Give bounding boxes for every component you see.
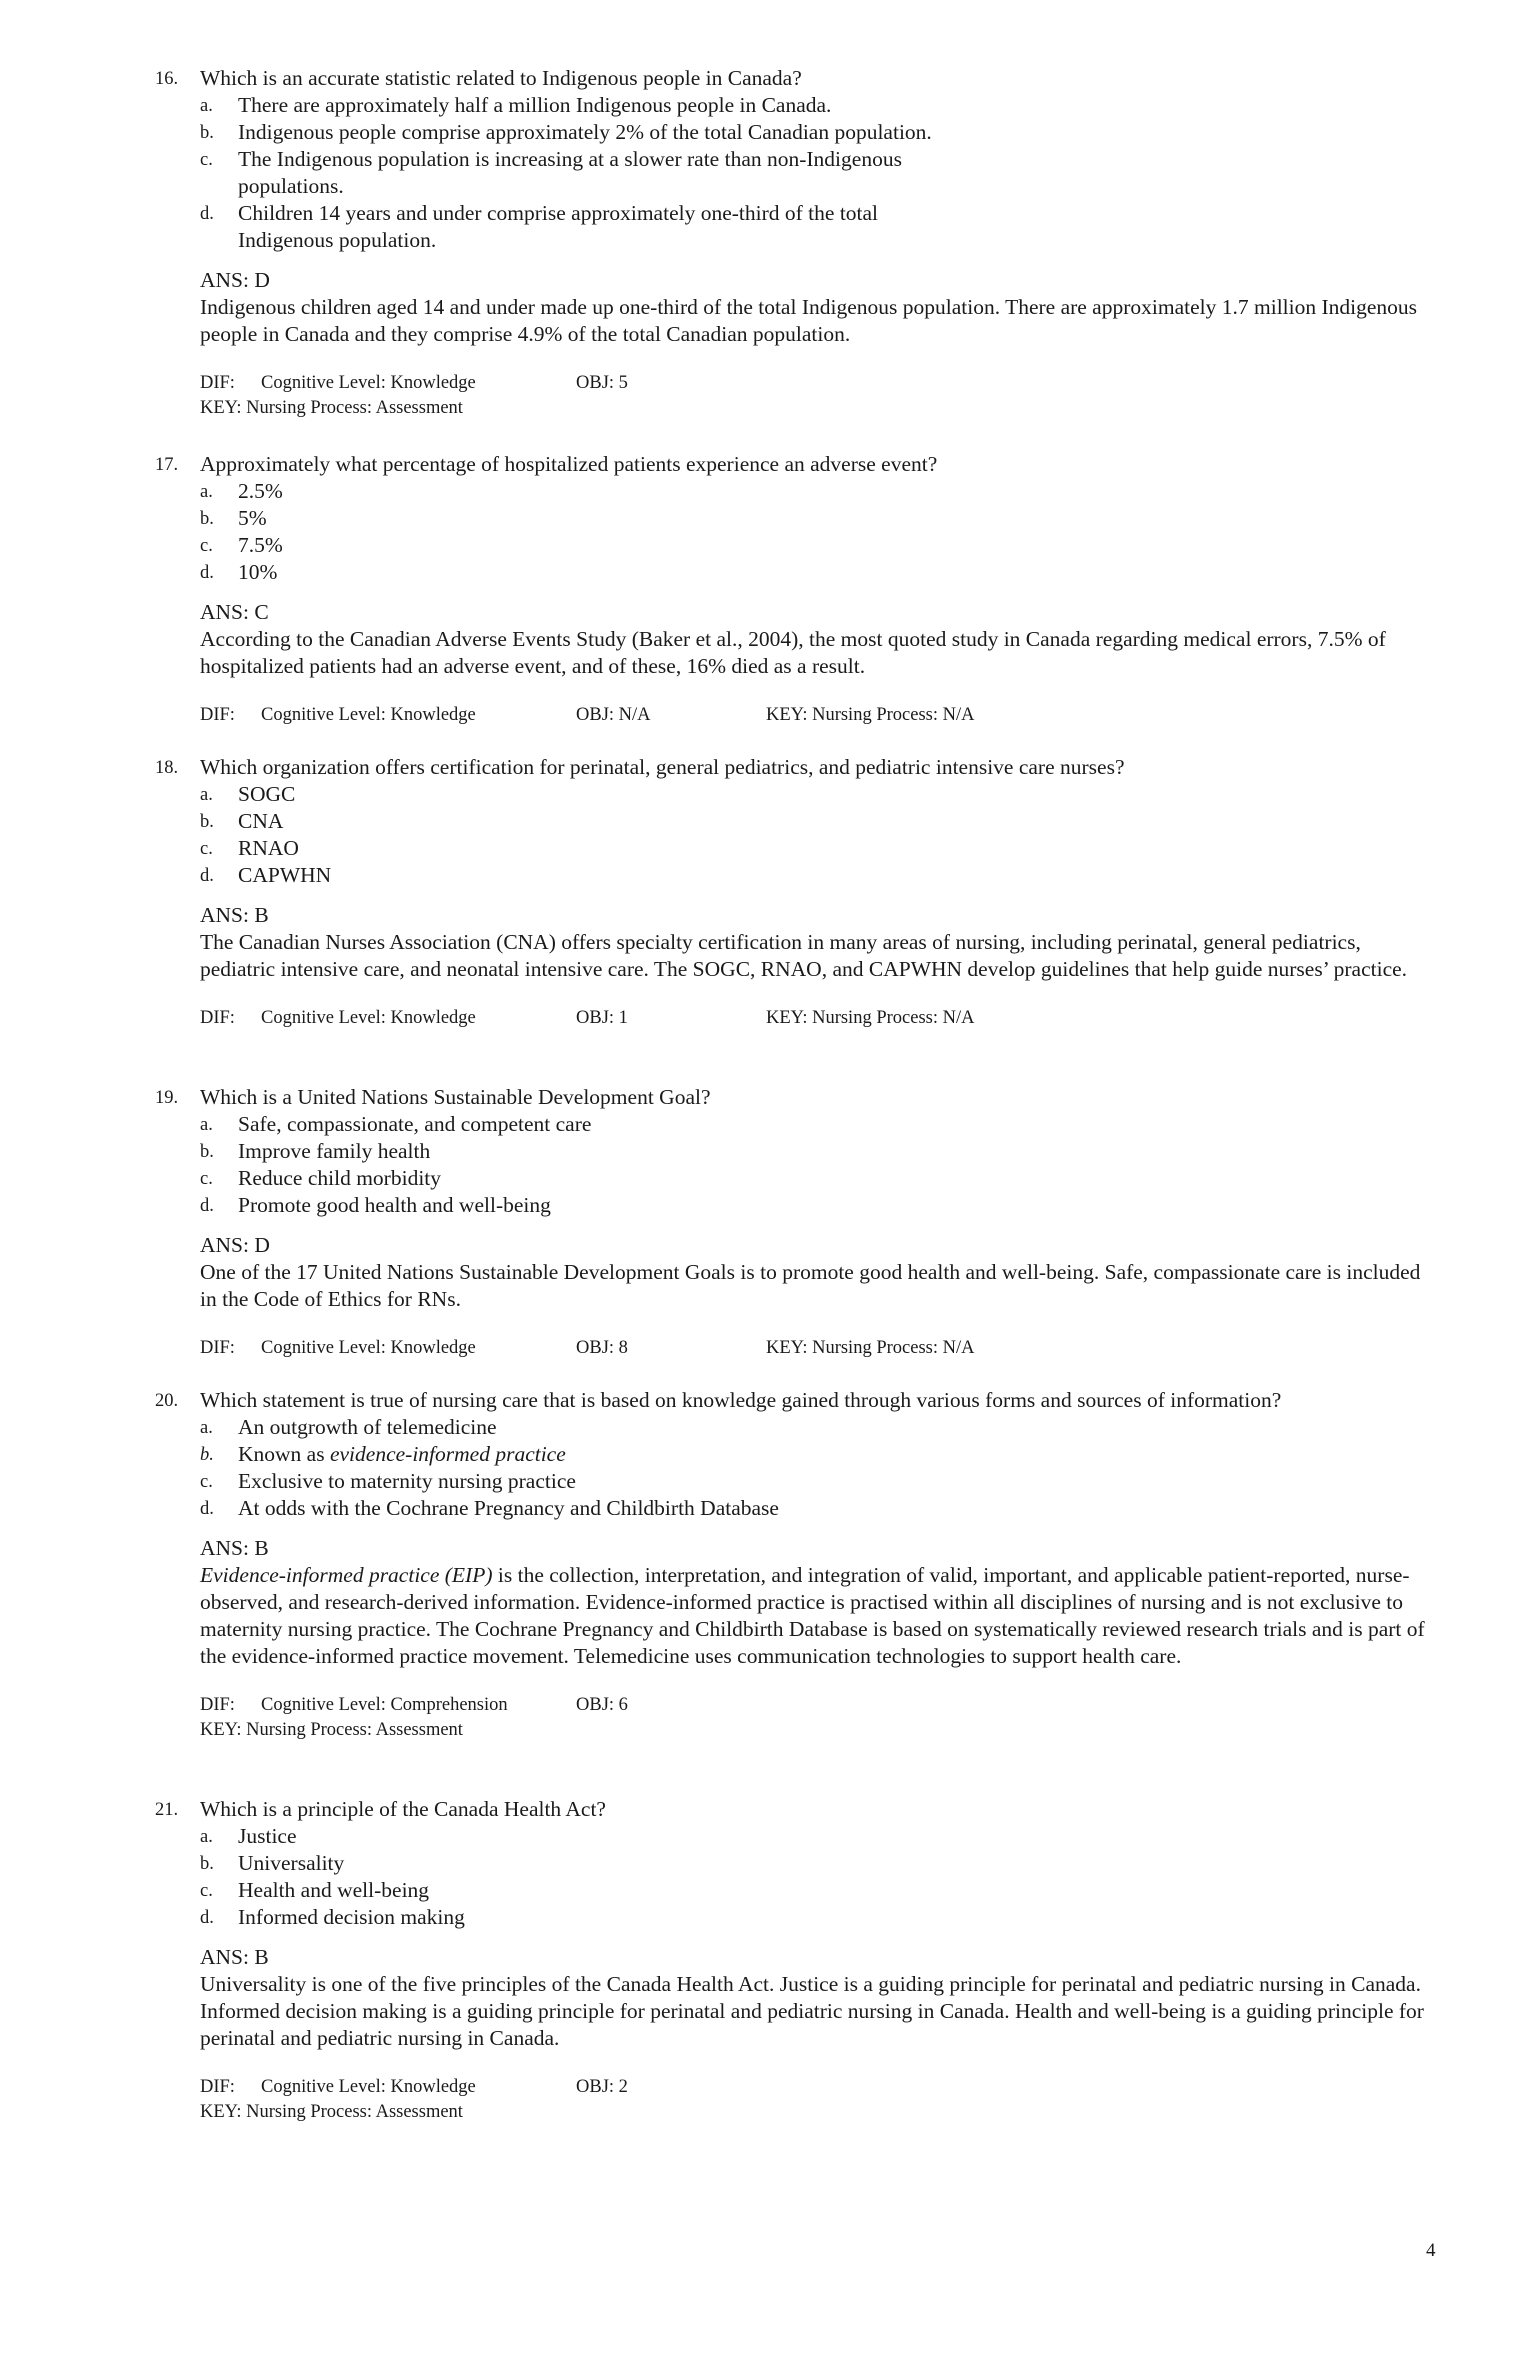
objective: OBJ: 6	[576, 1695, 628, 1715]
option-letter: b.	[200, 1142, 214, 1162]
answer: ANS: B	[200, 1945, 269, 1969]
cognitive-level: Cognitive Level: Knowledge	[261, 373, 476, 393]
option-letter: b.	[200, 123, 214, 143]
rationale: According to the Canadian Adverse Events Study (Baker et al., 2004), the most quoted study in Canada regarding medical errors, 7.5% of hospitalized patients had an adverse event, and of these, 16% died as a result.	[200, 627, 1386, 678]
question-stem	[155, 1387, 1425, 1414]
question-number: 20.	[155, 1391, 179, 1411]
option-text: RNAO	[238, 836, 299, 860]
question-text: Which organization offers certification for perinatal, general pediatrics, and pediatric intensive care nurses?	[200, 755, 1125, 779]
option-text: There are approximately half a million Indigenous people in Canada.	[238, 93, 832, 117]
rationale: Indigenous children aged 14 and under made up one-third of the total Indigenous population. There are approximately 1.7 million Indigenous people in Canada and they comprise 4.9% of the total Canadian population.	[200, 295, 1418, 346]
question-stem	[155, 65, 1425, 92]
option-a	[155, 1414, 1425, 1441]
option-d	[155, 1495, 1425, 1522]
cognitive-level: Cognitive Level: Knowledge	[261, 2077, 476, 2097]
option-letter: c.	[200, 1169, 213, 1189]
option-text: 7.5%	[238, 533, 283, 557]
question-stem	[155, 451, 1425, 478]
objective: OBJ: N/A	[576, 705, 651, 725]
question-metadata	[155, 1336, 1425, 1361]
option-c	[155, 835, 1425, 862]
option-text: SOGC	[238, 782, 296, 806]
option-b	[155, 1850, 1425, 1877]
dif-label: DIF:	[200, 1338, 235, 1358]
option-a	[155, 92, 1425, 119]
cognitive-level: Cognitive Level: Comprehension	[261, 1695, 508, 1715]
rationale-italic: Evidence-informed practice (EIP)	[200, 1563, 493, 1587]
option-text: Exclusive to maternity nursing practice	[238, 1469, 576, 1493]
question-21	[155, 1796, 1425, 2125]
rationale	[155, 1562, 1425, 1670]
dif-label: DIF:	[200, 705, 235, 725]
option-text: 2.5%	[238, 479, 283, 503]
option-d	[155, 1192, 1425, 1219]
option-text: Known as	[238, 1442, 330, 1466]
option-c	[155, 1877, 1425, 1904]
option-letter: d.	[200, 1499, 214, 1519]
option-letter: b.	[200, 812, 214, 832]
option-text: An outgrowth of telemedicine	[238, 1415, 497, 1439]
option-letter: c.	[200, 1472, 213, 1492]
option-c	[155, 532, 1425, 559]
question-19	[155, 1084, 1425, 1361]
question-metadata	[155, 1006, 1425, 1031]
option-a	[155, 1111, 1425, 1138]
rationale: The Canadian Nurses Association (CNA) offers specialty certification in many areas of nursing, including perinatal, general pediatrics, pediatric intensive care, and neonatal intensive care. The SOGC, RNAO, and CAPWHN develop guidelines that help guide nurses’ practice.	[200, 930, 1408, 981]
answer: ANS: B	[200, 1536, 269, 1560]
option-text: Promote good health and well-being	[238, 1193, 551, 1217]
option-text: At odds with the Cochrane Pregnancy and Childbirth Database	[238, 1496, 779, 1520]
option-letter: a.	[200, 1418, 213, 1438]
dif-label: DIF:	[200, 373, 235, 393]
option-d	[155, 200, 1425, 254]
option-d	[155, 559, 1425, 586]
question-stem	[155, 1084, 1425, 1111]
option-text: 10%	[238, 560, 278, 584]
option-text: CAPWHN	[238, 863, 332, 887]
option-text: Safe, compassionate, and competent care	[238, 1112, 592, 1136]
question-number: 17.	[155, 455, 179, 475]
option-letter: d.	[200, 1908, 214, 1928]
dif-label: DIF:	[200, 2077, 235, 2097]
question-17	[155, 451, 1425, 728]
option-letter: c.	[200, 150, 213, 170]
option-d	[155, 862, 1425, 889]
option-letter: a.	[200, 482, 213, 502]
option-b	[155, 1138, 1425, 1165]
option-text: Universality	[238, 1851, 345, 1875]
question-text: Which is a principle of the Canada Health Act?	[200, 1797, 606, 1821]
objective: OBJ: 8	[576, 1338, 628, 1358]
question-stem	[155, 754, 1425, 781]
option-text: Justice	[238, 1824, 297, 1848]
option-text: 5%	[238, 506, 267, 530]
answer: ANS: D	[200, 268, 270, 292]
question-text: Which is a United Nations Sustainable Development Goal?	[200, 1085, 711, 1109]
option-c	[155, 146, 1425, 200]
option-c	[155, 1165, 1425, 1192]
option-c	[155, 1468, 1425, 1495]
answer: ANS: D	[200, 1233, 270, 1257]
rationale-text: is the collection, interpretation, and integration of valid, important, and applicable patient-reported, nurse-observed, and research-derived information. Evidence-informed practice is practised within all disciplines of nursing and is not exclusive to maternity nursing practice. The Cochrane Pregnancy and Childbirth Database is based on systematically reviewed research trials and is part of the evidence-informed practice movement. Telemedicine uses communication technologies to support health care.	[200, 1563, 1425, 1668]
option-text: Reduce child morbidity	[238, 1166, 442, 1190]
question-text: Which is an accurate statistic related to Indigenous people in Canada?	[200, 66, 802, 90]
cognitive-level: Cognitive Level: Knowledge	[261, 1008, 476, 1028]
option-text: CNA	[238, 809, 284, 833]
question-16	[155, 65, 1425, 421]
question-18	[155, 754, 1425, 1031]
option-letter: a.	[200, 1115, 213, 1135]
option-text: Children 14 years and under comprise approximately one-third of the total Indigenous population.	[238, 201, 879, 252]
objective: OBJ: 1	[576, 1008, 628, 1028]
option-text: Health and well-being	[238, 1878, 430, 1902]
option-letter: a.	[200, 96, 213, 116]
cognitive-level: Cognitive Level: Knowledge	[261, 705, 476, 725]
option-letter: d.	[200, 563, 214, 583]
option-b	[155, 505, 1425, 532]
question-number: 16.	[155, 69, 179, 89]
option-text: Indigenous people comprise approximately 2% of the total Canadian population.	[238, 120, 932, 144]
answer: ANS: C	[200, 600, 269, 624]
question-text: Approximately what percentage of hospitalized patients experience an adverse event?	[200, 452, 938, 476]
option-letter: d.	[200, 204, 214, 224]
option-letter: a.	[200, 1827, 213, 1847]
question-stem	[155, 1796, 1425, 1823]
option-text: Improve family health	[238, 1139, 431, 1163]
cognitive-level: Cognitive Level: Knowledge	[261, 1338, 476, 1358]
question-metadata	[155, 2075, 1425, 2125]
option-text: Informed decision making	[238, 1905, 465, 1929]
nursing-process-key: KEY: Nursing Process: Assessment	[200, 398, 463, 418]
nursing-process-key: KEY: Nursing Process: N/A	[766, 1008, 975, 1028]
page-number: 4	[1426, 2240, 1436, 2261]
dif-label: DIF:	[200, 1008, 235, 1028]
option-letter: c.	[200, 1881, 213, 1901]
nursing-process-key: KEY: Nursing Process: Assessment	[200, 1720, 463, 1740]
question-number: 19.	[155, 1088, 179, 1108]
answer: ANS: B	[200, 903, 269, 927]
question-number: 18.	[155, 758, 179, 778]
option-d	[155, 1904, 1425, 1931]
option-letter: d.	[200, 866, 214, 886]
question-number: 21.	[155, 1800, 179, 1820]
rationale: One of the 17 United Nations Sustainable Development Goals is to promote good health and well-being. Safe, compassionate care is included in the Code of Ethics for RNs.	[200, 1260, 1421, 1311]
dif-label: DIF:	[200, 1695, 235, 1715]
option-letter: c.	[200, 839, 213, 859]
option-a	[155, 1823, 1425, 1850]
option-a	[155, 781, 1425, 808]
question-metadata	[155, 1693, 1425, 1743]
question-metadata	[155, 703, 1425, 728]
option-b	[155, 119, 1425, 146]
option-text: The Indigenous population is increasing at a slower rate than non-Indigenous populations.	[238, 147, 902, 198]
question-20	[155, 1387, 1425, 1743]
nursing-process-key: KEY: Nursing Process: Assessment	[200, 2102, 463, 2122]
option-letter: c.	[200, 536, 213, 556]
option-letter: a.	[200, 785, 213, 805]
option-b	[155, 808, 1425, 835]
option-letter: b.	[200, 1445, 214, 1465]
option-letter: b.	[200, 1854, 214, 1874]
question-metadata	[155, 371, 1425, 421]
option-letter: b.	[200, 509, 214, 529]
option-text-italic: evidence-informed practice	[329, 1442, 566, 1466]
option-b	[155, 1441, 1425, 1468]
objective: OBJ: 5	[576, 373, 628, 393]
objective: OBJ: 2	[576, 2077, 628, 2097]
question-text: Which statement is true of nursing care that is based on knowledge gained through various forms and sources of information?	[200, 1388, 1282, 1412]
option-letter: d.	[200, 1196, 214, 1216]
rationale: Universality is one of the five principles of the Canada Health Act. Justice is a guiding principle for perinatal and pediatric nursing in Canada. Informed decision making is a guiding principle for perinatal and pediatric nursing in Canada. Health and well-being is a guiding principle for perinatal and pediatric nursing in Canada.	[200, 1972, 1424, 2050]
nursing-process-key: KEY: Nursing Process: N/A	[766, 705, 975, 725]
option-a	[155, 478, 1425, 505]
nursing-process-key: KEY: Nursing Process: N/A	[766, 1338, 975, 1358]
